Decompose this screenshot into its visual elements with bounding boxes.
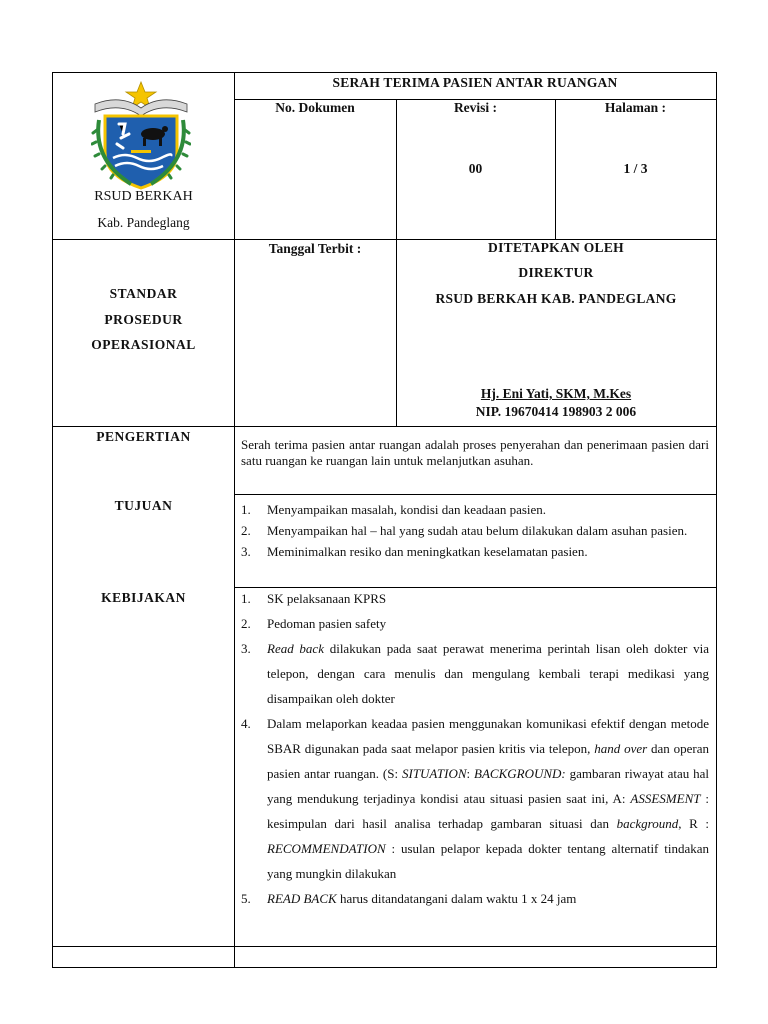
list-item: 1. Menyampaikan masalah, kondisi dan keadaan pasien. <box>241 502 547 517</box>
kebijakan-item-5-emphasis: READ BACK <box>267 891 337 906</box>
section-label-pengertian: PENGERTIAN <box>96 429 191 444</box>
list-item: 5. READ BACK harus ditandatangani dalam waktu 1 x 24 jam <box>241 891 577 906</box>
director-nip: NIP. 19670414 198903 2 006 <box>475 404 637 419</box>
page-value: 1 / 3 <box>623 161 648 176</box>
list-item: 1. SK pelaksanaan KPRS <box>241 591 387 606</box>
kebijakan-item-4-part-f: , R : <box>678 816 709 831</box>
kebijakan-item-4-emphasis-3: BACKGROUND: <box>474 766 566 781</box>
section-label-tujuan: TUJUAN <box>114 498 173 513</box>
hospital-name: RSUD BERKAH <box>94 189 193 204</box>
list-item: 2. Pedoman pasien safety <box>241 616 387 631</box>
regency-emblem-logo <box>91 80 191 192</box>
column-divider <box>234 73 235 967</box>
kebijakan-item-3-text: dilakukan pada saat perawat menerima perintah lisan oleh dokter via telepon, dengan cara menulis dan mengulang kembali terapi medikasi yang disampaikan oleh dokter <box>267 641 709 706</box>
kebijakan-item-1: SK pelaksanaan KPRS <box>267 591 387 606</box>
document-title: SERAH TERIMA PASIEN ANTAR RUANGAN <box>332 75 618 90</box>
revision-value: 00 <box>468 161 483 176</box>
list-item: 4. Dalam melaporkan keadaa pasien menggunakan komunikasi efektif dengan metode SBAR digunakan pada saat melapor pasien kritis via telepon, hand over dan operan pasien antar ruangan. (S: SITUATION: BACKGROUND: gambaran riwayat atau hal yang mendukung terjadinya kondisi atau situasi pasien saat ini, A: ASSESMENT : kesimpulan dari hasil analisa terhadap gambaran situasi dan background, R : RECOMMENDATION : usulan pelapor kepada dokter tentang alternatif tindakan yang mungkin dilakukan <box>241 716 710 881</box>
issued-date-label: Tanggal Terbit : <box>268 241 362 256</box>
sop-document <box>52 72 717 968</box>
row-divider <box>53 426 716 427</box>
section-label-kebijakan: KEBIJAKAN <box>101 590 186 605</box>
column-divider <box>396 99 397 426</box>
kebijakan-item-4-emphasis-2: SITUATION <box>401 766 467 781</box>
revision-label: Revisi : <box>453 100 498 115</box>
row-divider <box>53 946 716 947</box>
set-by-hospital: RSUD BERKAH KAB. PANDEGLANG <box>435 291 677 306</box>
tujuan-item-2: Menyampaikan hal – hal yang sudah atau belum dilakukan dalam asuhan pasien. <box>267 523 688 538</box>
kebijakan-list <box>241 586 709 911</box>
set-by-label: DITETAPKAN OLEH <box>488 240 624 255</box>
page-label: Halaman : <box>604 100 667 115</box>
sop-title-line-3: OPERASIONAL <box>91 337 196 352</box>
kebijakan-item-5-text: harus ditandatangani dalam waktu 1 x 24 jam <box>336 891 577 906</box>
sop-title-line-2: PROSEDUR <box>104 312 183 327</box>
sop-title-line-1: STANDAR <box>109 286 178 301</box>
tujuan-list <box>241 499 709 562</box>
tujuan-item-3: Meminimalkan resiko dan meningkatkan keselamatan pasien. <box>267 544 588 559</box>
kebijakan-item-4-emphasis-5: background <box>616 816 679 831</box>
kebijakan-item-4-part-g: : usulan pelapor kepada dokter tentang alternatif tindakan yang mungkin dilakukan <box>267 841 709 881</box>
kebijakan-item-4-part-e: : kesimpulan dari hasil analisa terhadap gambaran situasi dan <box>267 791 709 831</box>
kebijakan-item-4-emphasis-1: hand over <box>594 741 648 756</box>
doc-number-label: No. Dokumen <box>275 100 355 115</box>
kebijakan-item-2: Pedoman pasien safety <box>267 616 387 631</box>
pengertian-text: Serah terima pasien antar ruangan adalah proses penyerahan dan penerimaan pasien dari satu ruangan ke ruangan lain untuk melanjutkan asuhan. <box>241 437 709 468</box>
kebijakan-item-4-part-c: : <box>466 766 475 781</box>
list-item: 3. Meminimalkan resiko dan meningkatkan keselamatan pasien. <box>241 544 588 559</box>
set-by-director: DIREKTUR <box>518 265 594 280</box>
kebijakan-item-4-part-b: dan operan pasien antar ruangan. (S: <box>267 741 710 781</box>
kebijakan-item-3-emphasis: Read back <box>267 641 324 656</box>
row-divider <box>234 494 716 495</box>
tujuan-item-1: Menyampaikan masalah, kondisi dan keadaan pasien. <box>267 502 547 517</box>
kebijakan-item-4-part-d: gambaran riwayat atau hal yang mendukung terjadinya kondisi atau situasi pasien saat ini, A: <box>267 766 709 806</box>
list-item: 2. Menyampaikan hal – hal yang sudah atau belum dilakukan dalam asuhan pasien. <box>241 523 688 538</box>
hospital-regency: Kab. Pandeglang <box>97 215 190 230</box>
kebijakan-item-4-emphasis-6: RECOMMENDATION <box>267 841 386 856</box>
list-item: 3. Read back dilakukan pada saat perawat menerima perintah lisan oleh dokter via telepon, dengan cara menulis dan mengulang kembali terapi medikasi yang disampaikan oleh dokter <box>241 641 709 706</box>
kebijakan-item-4-emphasis-4: ASSESMENT <box>630 791 701 806</box>
director-name: Hj. Eni Yati, SKM, M.Kes <box>480 386 632 401</box>
kebijakan-item-4-part-a: Dalam melaporkan keadaa pasien menggunakan komunikasi efektif dengan metode SBAR digunakan pada saat melapor pasien kritis via telepon, <box>267 716 709 756</box>
